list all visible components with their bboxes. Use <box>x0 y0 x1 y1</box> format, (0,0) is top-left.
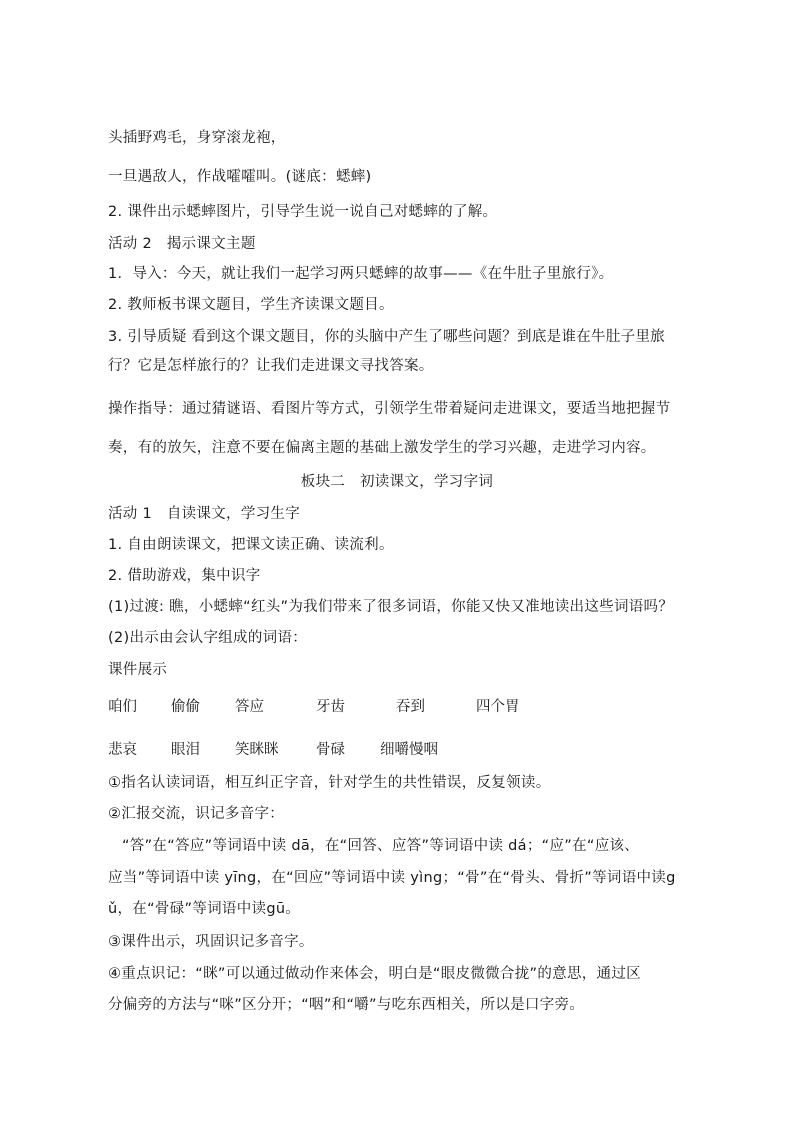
paragraph-line: 2. 课件出示蟋蟀图片，引导学生说一说自己对蟋蟀的了解。 <box>108 204 498 220</box>
vocab-word: 偷偷 <box>171 699 200 715</box>
paragraph-line: 行？它是怎样旅行的？让我们走进课文寻找答案。 <box>108 358 434 374</box>
operation-guide-line: 奏，有的放矢，注意不要在偏离主题的基础上激发学生的学习兴趣，走进学习内容。 <box>108 440 656 456</box>
paragraph-line: ①指名认读词语，相互纠正字音，针对学生的共性错误，反复领读。 <box>108 775 551 791</box>
paragraph-line: 3. 引导质疑 看到这个课文题目，你的头脑中产生了哪些问题？到底是谁在牛肚子里旅 <box>108 329 666 345</box>
section-heading: 板块二 初读课文，学习字词 <box>300 474 494 490</box>
vocab-word: 眼泪 <box>171 742 200 758</box>
vocab-word: 细嚼慢咽 <box>380 742 438 758</box>
paragraph-line: (2)出示由会认字组成的词语： <box>108 630 308 646</box>
riddle-line-2: 一旦遇敌人，作战嚯嚯叫。(谜底：蟋蟀) <box>108 169 372 185</box>
courseware-label: 课件展示 <box>108 662 168 678</box>
vocab-word: 四个胃 <box>476 699 520 715</box>
activity-heading: 活动 2 揭示课文主题 <box>108 236 256 252</box>
paragraph-line: “答”在“答应”等词语中读 dā，在“回答、应答”等词语中读 dá；“应”在“应该、 <box>122 838 640 854</box>
vocab-word: 咱们 <box>108 699 137 715</box>
paragraph-line: ③课件出示，巩固识记多音字。 <box>108 934 314 950</box>
paragraph-line: ②汇报交流，识记多音字： <box>108 806 285 822</box>
paragraph-line: 1. 自由朗读课文，把课文读正确、读流利。 <box>108 537 394 553</box>
vocab-word: 答应 <box>235 699 264 715</box>
paragraph-line: 分偏旁的方法与“咪”区分开；“咽”和“嚼”与吃东西相关，所以是口字旁。 <box>108 997 585 1013</box>
vocab-word: 牙齿 <box>316 699 345 715</box>
paragraph-line: 1．导入：今天，就让我们一起学习两只蟋蟀的故事——《在牛肚子里旅行》。 <box>108 266 614 282</box>
paragraph-line: 2. 教师板书课文题目，学生齐读课文题目。 <box>108 297 394 313</box>
operation-guide-line: 操作指导：通过猜谜语、看图片等方式，引领学生带着疑问走进课文，要适当地把握节 <box>108 401 671 417</box>
vocab-word: 悲哀 <box>108 742 137 758</box>
paragraph-line: (1)过渡: 瞧，小蟋蟀“红头”为我们带来了很多词语，你能又快又准地读出这些词语吗？ <box>108 599 674 615</box>
activity-heading: 活动 1 自读课文，学习生字 <box>108 506 301 522</box>
paragraph-line: 应当”等词语中读 yīng，在“回应”等词语中读 yìng；“骨”在“骨头、骨折”等词语中读g <box>108 870 676 886</box>
paragraph-line: 2. 借助游戏，集中识字 <box>108 568 261 584</box>
paragraph-line: ④重点识记：“眯”可以通过做动作来体会，明白是“眼皮微微合拢”的意思，通过区 <box>108 966 641 982</box>
vocab-word: 吞到 <box>396 699 425 715</box>
vocab-word: 笑眯眯 <box>235 742 279 758</box>
paragraph-line: ǔ，在“骨碌”等词语中读gū。 <box>108 901 301 917</box>
vocab-word: 骨碌 <box>316 742 345 758</box>
riddle-line-1: 头插野鸡毛，身穿滚龙袍， <box>108 130 286 146</box>
